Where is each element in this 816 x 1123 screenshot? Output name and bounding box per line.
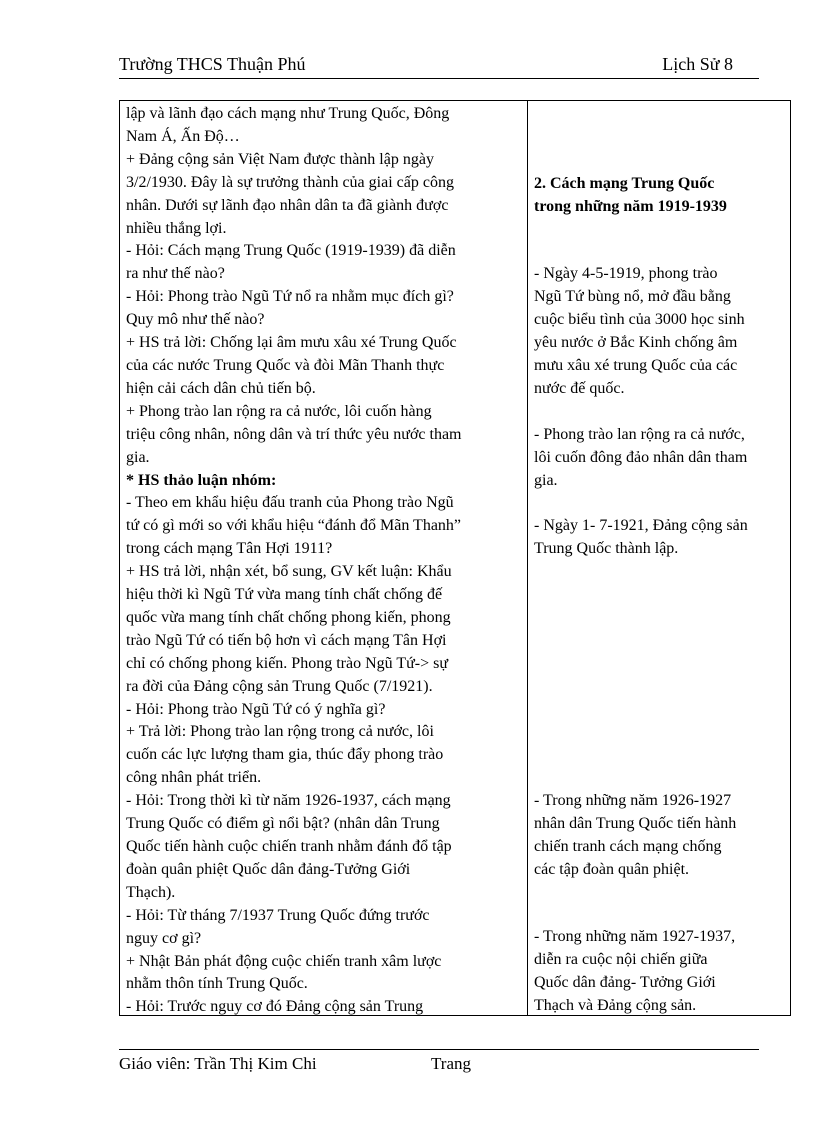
group-discussion-heading: * HS thảo luận nhóm: xyxy=(126,471,277,489)
text-line: + Nhật Bản phát động cuộc chiến tranh xâm lược xyxy=(126,952,442,970)
text-line: - Hỏi: Cách mạng Trung Quốc (1919-1939) đã diễn xyxy=(126,242,456,260)
text-line: Quy mô như thế nào? xyxy=(126,311,265,329)
text-line: chỉ có chống phong kiến. Phong trào Ngũ Tứ-> sự xyxy=(126,654,449,672)
text-line: + HS trả lời, nhận xét, bổ sung, GV kết luận: Khẩu xyxy=(126,563,452,581)
text-line: nhiều thắng lợi. xyxy=(126,219,227,237)
paragraph-1927-1937 xyxy=(534,926,786,1018)
text-line: ra đời của Đảng cộng sản Trung Quốc (7/1921). xyxy=(126,677,433,695)
text-line: trào Ngũ Tứ có tiến bộ hơn vì cách mạng Tân Hợi xyxy=(126,631,447,649)
subject-label: Lịch Sử 8 xyxy=(662,54,733,74)
text-line: trong cách mạng Tân Hợi 1911? xyxy=(126,540,333,558)
text-line: gia. xyxy=(534,471,558,489)
text-line: quốc vừa mang tính chất chống phong kiến, phong xyxy=(126,608,451,626)
text-line: 3/2/1930. Đây là sự trưởng thành của giai cấp công xyxy=(126,173,454,191)
text-line: - Hỏi: Từ tháng 7/1937 Trung Quốc đứng trước xyxy=(126,906,430,924)
text-line: Nam Á, Ấn Độ… xyxy=(126,127,240,145)
section-heading xyxy=(534,173,786,219)
text-line: nguy cơ gì? xyxy=(126,929,202,947)
text-line: diễn ra cuộc nội chiến giữa xyxy=(534,950,708,968)
text-line: Trung Quốc thành lập. xyxy=(534,539,679,557)
text-line: - Trong những năm 1927-1937, xyxy=(534,928,736,945)
text-line: công nhân phát triển. xyxy=(126,769,262,787)
page-label: Trang xyxy=(431,1054,471,1073)
paragraph-party-founded xyxy=(534,515,786,561)
heading-line: trong những năm 1919-1939 xyxy=(534,197,727,215)
heading-line: 2. Cách mạng Trung Quốc xyxy=(534,175,715,192)
text-line: - Theo em khẩu hiệu đấu tranh của Phong trào Ngũ xyxy=(126,494,454,512)
text-line: Quốc dân đảng- Tưởng Giới xyxy=(534,973,716,991)
column-divider xyxy=(527,101,528,1015)
school-name: Trường THCS Thuận Phú xyxy=(119,54,306,74)
text-line: nhằm thôn tính Trung Quốc. xyxy=(126,975,308,993)
text-line: Thạch và Đảng cộng sản. xyxy=(534,996,697,1014)
text-line: + Phong trào lan rộng ra cả nước, lôi cuốn hàng xyxy=(126,402,432,420)
lesson-table xyxy=(119,100,791,1016)
text-line: yêu nước ở Bắc Kinh chống âm xyxy=(534,333,738,351)
page-header xyxy=(119,54,759,79)
text-line: nhân. Dưới sự lãnh đạo nhân dân ta đã giành được xyxy=(126,196,449,214)
text-line: - Hỏi: Trong thời kì từ năm 1926-1937, cách mạng xyxy=(126,792,451,810)
text-line: + HS trả lời: Chống lại âm mưu xâu xé Trung Quốc xyxy=(126,334,457,352)
teacher-student-activity-column xyxy=(126,103,524,1019)
teacher-name: Giáo viên: Trần Thị Kim Chi xyxy=(119,1054,317,1073)
text-line: triệu công nhân, nông dân và trí thức yêu nước tham xyxy=(126,425,462,443)
text-line: Trung Quốc có điểm gì nổi bật? (nhân dân Trung xyxy=(126,815,440,833)
text-line: - Ngày 4-5-1919, phong trào xyxy=(534,265,718,282)
page-footer xyxy=(119,1049,759,1072)
text-line: nhân dân Trung Quốc tiến hành xyxy=(534,814,737,832)
text-line: - Trong những năm 1926-1927 xyxy=(534,792,732,809)
text-line: Ngũ Tứ bùng nổ, mở đầu bằng xyxy=(534,287,731,305)
text-line: cuộc biểu tình của 3000 học sinh xyxy=(534,310,745,328)
text-line: tứ có gì mới so với khẩu hiệu “đánh đổ Mãn Thanh” xyxy=(126,517,462,535)
text-line: - Hỏi: Trước nguy cơ đó Đảng cộng sản Trung xyxy=(126,998,424,1016)
paragraph-1926-1927 xyxy=(534,790,786,882)
text-line: Thạch). xyxy=(126,883,176,901)
text-line: cuốn các lực lượng tham gia, thúc đẩy phong trào xyxy=(126,746,444,764)
text-line: + Đảng cộng sản Việt Nam được thành lập ngày xyxy=(126,150,434,168)
text-line: + Trả lời: Phong trào lan rộng trong cả nước, lôi xyxy=(126,723,434,741)
text-line: chiến tranh cách mạng chống xyxy=(534,837,722,855)
text-line: ra như thế nào? xyxy=(126,265,225,283)
text-line: gia. xyxy=(126,448,150,466)
text-line: - Hỏi: Phong trào Ngũ Tứ có ý nghĩa gì? xyxy=(126,700,386,718)
text-line: - Ngày 1- 7-1921, Đảng cộng sản xyxy=(534,517,748,534)
paragraph-may-fourth xyxy=(534,263,786,400)
text-line: hiệu thời kì Ngũ Tứ vừa mang tính chất chống đế xyxy=(126,586,443,604)
text-line: mưu xâu xé trung Quốc của các xyxy=(534,356,738,374)
text-line: lập và lãnh đạo cách mạng như Trung Quốc, Đông xyxy=(126,105,450,122)
text-line: của các nước Trung Quốc và đòi Mãn Thanh thực xyxy=(126,356,445,374)
text-line: hiện cải cách dân chủ tiến bộ. xyxy=(126,379,316,397)
text-line: đoàn quân phiệt Quốc dân đảng-Tưởng Giới xyxy=(126,860,411,878)
text-line: lôi cuốn đông đảo nhân dân tham xyxy=(534,448,748,466)
text-line: - Phong trào lan rộng ra cả nước, xyxy=(534,426,745,443)
text-line: nước đế quốc. xyxy=(534,379,625,397)
text-line: - Hỏi: Phong trào Ngũ Tứ nổ ra nhằm mục đích gì? xyxy=(126,288,454,306)
text-line: các tập đoàn quân phiệt. xyxy=(534,860,690,878)
paragraph-movement-spread xyxy=(534,424,786,493)
text-line: Quốc tiến hành cuộc chiến tranh nhằm đánh đổ tập xyxy=(126,838,452,855)
